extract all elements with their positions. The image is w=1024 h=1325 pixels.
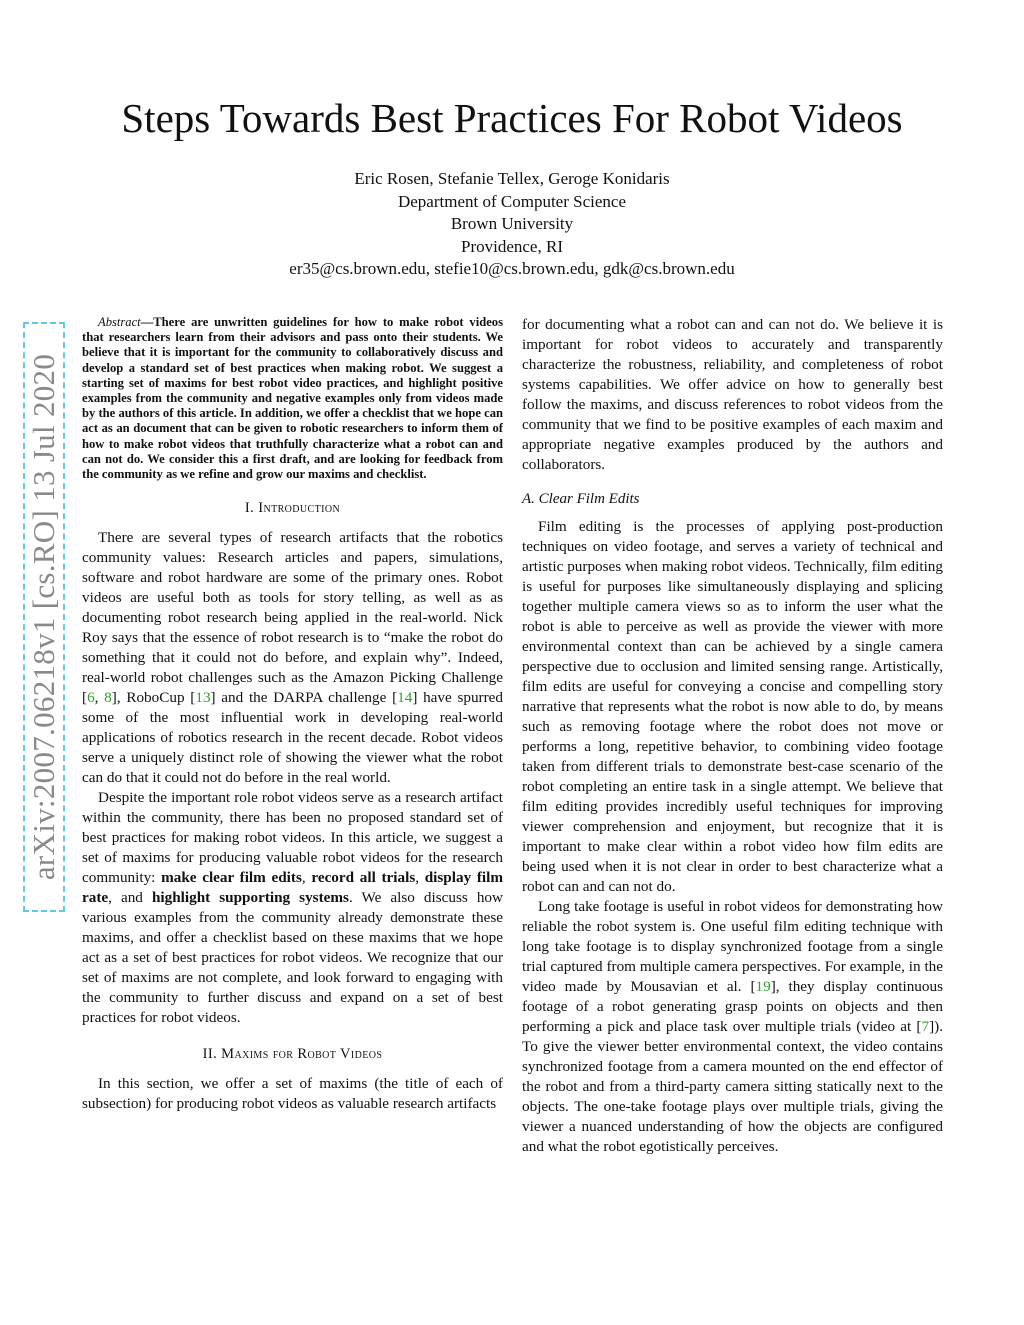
abstract-text: There are unwritten guidelines for how to make robot videos that researchers learn from their advisors and pass onto their students. We believe that it is important for the community to collaboratively discuss and develop a standard set of best practices when making robot. We suggest a starting set of maxims for best robot video practices, and highlight positive examples from the community and negative examples only from videos made by the authors of this article. In addition, we offer a checklist that we hope can act as an document that can be given to robotic researchers to inform them of how to make robot videos that truthfully characterize what a robot can and can not do. We consider this a first draft, and are looking for feedback from the community as we refine and grow our maxims and checklist.: [82, 315, 503, 482]
intro-paragraph-2: Despite the important role robot videos serve as a research artifact within the community, there has been no proposed standard set of best practices for making robot videos. In this article, we suggest a set of maxims for producing valuable robot videos for the research community: make clear film edits, record all trials, display film rate, and highlight supporting systems. We also discuss how various examples from the community already demonstrate these maxims, and offer a checklist based on these maxims that we hope act as a set of best practices for robot videos. We recognize that our set of maxims are not complete, and look forward to engaging with the community to further discuss and expand on a set of best practices for robot videos.: [82, 789, 503, 1027]
section-title: Introduction: [258, 500, 341, 517]
abstract-label: Abstract: [98, 315, 141, 329]
author-names: Eric Rosen, Stefanie Tellex, Geroge Konidaris: [354, 169, 670, 188]
film-edits-paragraph-1: Film editing is the processes of applying post-production techniques on video footage, and serves a variety of technical and artistic purposes when making robot videos. Technically, film editing is useful for purposes like simultaneously displaying and splicing together multiple camera views so as to inform the user what the robot is able to perceive as well as provide the viewer with more environmental context than can be achieved by a single camera perspective due to occlusion and limited sensing range. Artistically, film edits are useful for conveying a concise and compelling story narrative that represents what the robot is now able to do, by means such as removing footage where the robot does not move or performs a long, repetitive behavior, to combining video footage taken from different trials to demonstrate best-case scenario of the robot completing an entire task in a single attempt. We believe that film editing provides incredibly useful techniques for improving viewer comprehension and enjoyment, but recognize that it is important to make clear within a robot video how film edits are being used when it is not clear in order to best characterize what a robot can and can not do.: [522, 518, 943, 895]
citation-link[interactable]: 13: [195, 689, 211, 707]
section-numeral: I.: [244, 500, 255, 517]
maxims-paragraph-1-continued: for documenting what a robot can and can not do. We believe it is important for robot videos to accurately and transparently characterize the robustness, reliability, and completeness of robot systems capabilities. We offer advice on how to generally best follow the maxims, and discuss references to robot videos from the community that we find to be positive examples of each maxim and appropriate negative examples produced by the authors and collaborators.: [522, 316, 943, 473]
author-university: Brown University: [450, 214, 574, 233]
abstract: [82, 315, 503, 482]
author-block: [0, 168, 1024, 281]
film-edits-paragraph-2: Long take footage is useful in robot videos for demonstrating how reliable the robot system is. One useful film editing technique with long take footage is to display synchronized footage from a single trial captured from multiple camera perspectives. For example, in the video made by Mousavian et al. [19], they display continuous footage of a robot generating grasp points on objects and then performing a pick and place task over multiple trials (video at [7]). To give the viewer better environmental context, the video contains synchronized footage from a camera mounted on the end effector of the robot and from a third-party camera sitting statically next to the objects. The one-take footage plays over multiple trials, giving the viewer a nuanced understanding of how the objects are configured and what the robot egotistically perceives.: [522, 898, 943, 1155]
maxim-3: display film rate: [82, 869, 503, 907]
maxim-2: record all trials: [311, 869, 416, 887]
section-title: Maxims for Robot Videos: [221, 1046, 383, 1063]
citation-link[interactable]: 14: [397, 689, 413, 707]
citation-link[interactable]: 8: [104, 689, 112, 707]
citation-link[interactable]: 7: [921, 1018, 930, 1035]
intro-paragraph-1: There are several types of research artifacts that the robotics community values: Research articles and papers, simulations, software and robot hardware are some of the primary ones. Robot videos are useful both as tools for story telling, as well as as documenting robot research being applied in the real-world. Nick Roy says that the essence of robot research is to “make the robot do something that it could not do before, and explain why”. Indeed, real-world robot challenges such as the Amazon Picking Challenge [6, 8], RoboCup [13] and the DARPA challenge [14] have spurred some of the most influential work in developing real-world applications of robotics research in the recent decade. Robot videos serve a uniquely distinct role of showing the viewer what the robot can do that it could not do before in the real world.: [82, 529, 504, 787]
author-department: Department of Computer Science: [397, 191, 626, 211]
section-heading-introduction: [82, 498, 503, 518]
subsection-heading-clear-film-edits: A. Clear Film Edits: [522, 491, 640, 507]
arxiv-identifier: arXiv:2007.06218v1 [cs.RO] 13 Jul 2020: [26, 353, 61, 881]
paper-title: Steps Towards Best Practices For Robot Videos: [121, 95, 903, 141]
section-heading-maxims: [82, 1044, 503, 1064]
author-emails: er35@cs.brown.edu, stefie10@cs.brown.edu, gdk@cs.brown.edu: [289, 259, 735, 278]
abstract-dash: —: [140, 315, 154, 329]
maxim-4: highlight supporting systems: [151, 889, 349, 907]
author-location: Providence, RI: [461, 236, 563, 256]
citation-link[interactable]: 19: [755, 978, 771, 995]
maxim-1: make clear film edits: [161, 869, 302, 887]
section-numeral: II.: [202, 1046, 218, 1063]
citation-link[interactable]: 6: [87, 689, 95, 707]
left-column: [82, 315, 503, 1114]
maxims-paragraph-1: In this section, we offer a set of maxims (the title of each of subsection) for producing robot videos as valuable research artifacts: [82, 1075, 503, 1113]
right-column: [522, 315, 943, 1157]
